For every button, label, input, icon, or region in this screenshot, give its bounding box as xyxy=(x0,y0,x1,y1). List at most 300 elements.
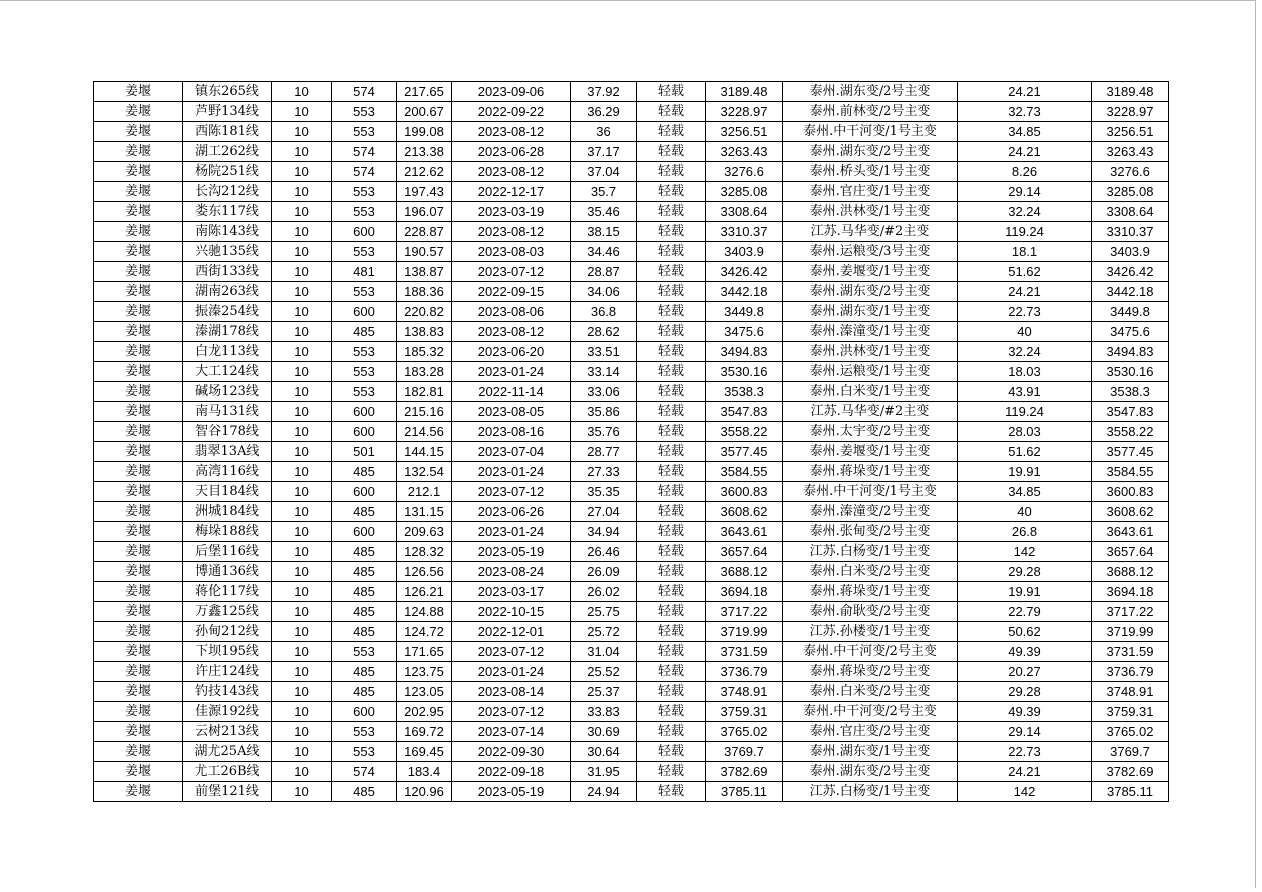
line-name-cell: 湖尤25A线 xyxy=(183,742,272,762)
date-cell: 2023-03-17 xyxy=(452,582,571,602)
total-value-cell: 3600.83 xyxy=(1092,482,1169,502)
load-cell: 197.43 xyxy=(397,182,452,202)
substation-cell: 泰州.白米变/2号主变 xyxy=(783,562,958,582)
load-status-cell: 轻载 xyxy=(637,642,706,662)
rated-capacity-cell: 600 xyxy=(332,222,397,242)
load-rate-cell: 35.46 xyxy=(571,202,637,222)
table-row xyxy=(94,502,1169,522)
date-cell: 2023-01-24 xyxy=(452,662,571,682)
load-status-cell: 轻载 xyxy=(637,482,706,502)
value-cell: 3643.61 xyxy=(706,522,783,542)
voltage-cell: 10 xyxy=(272,622,332,642)
total-value-cell: 3426.42 xyxy=(1092,262,1169,282)
rated-capacity-cell: 553 xyxy=(332,202,397,222)
load-rate-cell: 26.46 xyxy=(571,542,637,562)
value-cell: 3717.22 xyxy=(706,602,783,622)
table-row xyxy=(94,122,1169,142)
substation-cell: 泰州.湖东变/2号主变 xyxy=(783,762,958,782)
load-cell: 171.65 xyxy=(397,642,452,662)
substation-cell: 泰州.溱潼变/1号主变 xyxy=(783,322,958,342)
load-rate-cell: 36.8 xyxy=(571,302,637,322)
load-status-cell: 轻载 xyxy=(637,682,706,702)
rated-capacity-cell: 485 xyxy=(332,602,397,622)
voltage-cell: 10 xyxy=(272,202,332,222)
value-cell: 3558.22 xyxy=(706,422,783,442)
table-row xyxy=(94,482,1169,502)
line-name-cell: 白龙113线 xyxy=(183,342,272,362)
total-value-cell: 3608.62 xyxy=(1092,502,1169,522)
line-name-cell: 下坝195线 xyxy=(183,642,272,662)
table-row xyxy=(94,782,1169,802)
load-cell: 120.96 xyxy=(397,782,452,802)
substation-value-cell: 18.03 xyxy=(958,362,1092,382)
value-cell: 3538.3 xyxy=(706,382,783,402)
load-status-cell: 轻载 xyxy=(637,122,706,142)
substation-cell: 泰州.中干河变/1号主变 xyxy=(783,482,958,502)
line-name-cell: 孙甸212线 xyxy=(183,622,272,642)
county-cell: 姜堰 xyxy=(94,762,183,782)
line-name-cell: 南陈143线 xyxy=(183,222,272,242)
line-name-cell: 振溱254线 xyxy=(183,302,272,322)
load-cell: 228.87 xyxy=(397,222,452,242)
value-cell: 3719.99 xyxy=(706,622,783,642)
line-name-cell: 碱场123线 xyxy=(183,382,272,402)
date-cell: 2023-08-12 xyxy=(452,222,571,242)
county-cell: 姜堰 xyxy=(94,82,183,102)
load-rate-cell: 25.72 xyxy=(571,622,637,642)
voltage-cell: 10 xyxy=(272,342,332,362)
date-cell: 2023-08-12 xyxy=(452,162,571,182)
load-status-cell: 轻载 xyxy=(637,422,706,442)
substation-value-cell: 29.14 xyxy=(958,182,1092,202)
load-rate-cell: 25.75 xyxy=(571,602,637,622)
line-name-cell: 蒋伦117线 xyxy=(183,582,272,602)
load-rate-cell: 38.15 xyxy=(571,222,637,242)
table-row xyxy=(94,762,1169,782)
load-rate-cell: 35.76 xyxy=(571,422,637,442)
value-cell: 3530.16 xyxy=(706,362,783,382)
line-name-cell: 溱湖178线 xyxy=(183,322,272,342)
substation-cell: 泰州.溱潼变/2号主变 xyxy=(783,502,958,522)
line-name-cell: 杨院251线 xyxy=(183,162,272,182)
load-rate-cell: 30.69 xyxy=(571,722,637,742)
value-cell: 3189.48 xyxy=(706,82,783,102)
date-cell: 2023-07-12 xyxy=(452,482,571,502)
total-value-cell: 3782.69 xyxy=(1092,762,1169,782)
load-cell: 126.56 xyxy=(397,562,452,582)
voltage-cell: 10 xyxy=(272,602,332,622)
substation-cell: 泰州.湖东变/1号主变 xyxy=(783,742,958,762)
line-name-cell: 芦野134线 xyxy=(183,102,272,122)
rated-capacity-cell: 485 xyxy=(332,562,397,582)
table-row xyxy=(94,182,1169,202)
substation-value-cell: 32.73 xyxy=(958,102,1092,122)
date-cell: 2023-08-14 xyxy=(452,682,571,702)
voltage-cell: 10 xyxy=(272,582,332,602)
voltage-cell: 10 xyxy=(272,282,332,302)
load-cell: 217.65 xyxy=(397,82,452,102)
date-cell: 2023-08-05 xyxy=(452,402,571,422)
total-value-cell: 3688.12 xyxy=(1092,562,1169,582)
load-rate-cell: 31.04 xyxy=(571,642,637,662)
load-cell: 183.28 xyxy=(397,362,452,382)
line-name-cell: 湖南263线 xyxy=(183,282,272,302)
voltage-cell: 10 xyxy=(272,542,332,562)
rated-capacity-cell: 485 xyxy=(332,462,397,482)
line-name-cell: 大工124线 xyxy=(183,362,272,382)
date-cell: 2023-06-28 xyxy=(452,142,571,162)
voltage-cell: 10 xyxy=(272,182,332,202)
county-cell: 姜堰 xyxy=(94,402,183,422)
load-status-cell: 轻载 xyxy=(637,582,706,602)
load-cell: 212.62 xyxy=(397,162,452,182)
spreadsheet-page xyxy=(93,81,1169,802)
value-cell: 3657.64 xyxy=(706,542,783,562)
county-cell: 姜堰 xyxy=(94,702,183,722)
load-status-cell: 轻载 xyxy=(637,702,706,722)
line-name-cell: 钓技143线 xyxy=(183,682,272,702)
table-row xyxy=(94,102,1169,122)
substation-cell: 泰州.太宇变/2号主变 xyxy=(783,422,958,442)
substation-cell: 泰州.张甸变/2号主变 xyxy=(783,522,958,542)
load-cell: 220.82 xyxy=(397,302,452,322)
county-cell: 姜堰 xyxy=(94,722,183,742)
load-status-cell: 轻载 xyxy=(637,782,706,802)
substation-value-cell: 40 xyxy=(958,322,1092,342)
table-row xyxy=(94,682,1169,702)
date-cell: 2023-08-03 xyxy=(452,242,571,262)
load-rate-cell: 37.92 xyxy=(571,82,637,102)
load-cell: 182.81 xyxy=(397,382,452,402)
substation-value-cell: 34.85 xyxy=(958,482,1092,502)
line-name-cell: 南马131线 xyxy=(183,402,272,422)
load-cell: 188.36 xyxy=(397,282,452,302)
substation-cell: 泰州.官庄变/2号主变 xyxy=(783,722,958,742)
substation-value-cell: 29.28 xyxy=(958,682,1092,702)
substation-value-cell: 49.39 xyxy=(958,702,1092,722)
date-cell: 2022-11-14 xyxy=(452,382,571,402)
substation-value-cell: 24.21 xyxy=(958,282,1092,302)
substation-cell: 泰州.洪林变/1号主变 xyxy=(783,342,958,362)
total-value-cell: 3765.02 xyxy=(1092,722,1169,742)
load-status-cell: 轻载 xyxy=(637,82,706,102)
value-cell: 3736.79 xyxy=(706,662,783,682)
load-cell: 144.15 xyxy=(397,442,452,462)
total-value-cell: 3449.8 xyxy=(1092,302,1169,322)
load-cell: 199.08 xyxy=(397,122,452,142)
rated-capacity-cell: 481 xyxy=(332,262,397,282)
value-cell: 3276.6 xyxy=(706,162,783,182)
total-value-cell: 3731.59 xyxy=(1092,642,1169,662)
voltage-cell: 10 xyxy=(272,762,332,782)
voltage-cell: 10 xyxy=(272,122,332,142)
date-cell: 2022-10-15 xyxy=(452,602,571,622)
total-value-cell: 3769.7 xyxy=(1092,742,1169,762)
load-rate-cell: 26.02 xyxy=(571,582,637,602)
county-cell: 姜堰 xyxy=(94,342,183,362)
rated-capacity-cell: 600 xyxy=(332,422,397,442)
voltage-cell: 10 xyxy=(272,682,332,702)
rated-capacity-cell: 485 xyxy=(332,782,397,802)
substation-value-cell: 43.91 xyxy=(958,382,1092,402)
county-cell: 姜堰 xyxy=(94,242,183,262)
county-cell: 姜堰 xyxy=(94,122,183,142)
line-name-cell: 许庄124线 xyxy=(183,662,272,682)
substation-cell: 泰州.蒋垛变/1号主变 xyxy=(783,462,958,482)
rated-capacity-cell: 600 xyxy=(332,482,397,502)
total-value-cell: 3643.61 xyxy=(1092,522,1169,542)
voltage-cell: 10 xyxy=(272,442,332,462)
date-cell: 2022-12-17 xyxy=(452,182,571,202)
table-row xyxy=(94,622,1169,642)
substation-value-cell: 50.62 xyxy=(958,622,1092,642)
load-cell: 126.21 xyxy=(397,582,452,602)
voltage-cell: 10 xyxy=(272,702,332,722)
load-status-cell: 轻载 xyxy=(637,382,706,402)
county-cell: 姜堰 xyxy=(94,642,183,662)
table-row xyxy=(94,262,1169,282)
load-rate-cell: 34.06 xyxy=(571,282,637,302)
date-cell: 2023-07-12 xyxy=(452,702,571,722)
line-name-cell: 万鑫125线 xyxy=(183,602,272,622)
load-rate-cell: 35.86 xyxy=(571,402,637,422)
value-cell: 3494.83 xyxy=(706,342,783,362)
rated-capacity-cell: 553 xyxy=(332,722,397,742)
substation-cell: 泰州.蒋垛变/2号主变 xyxy=(783,662,958,682)
county-cell: 姜堰 xyxy=(94,222,183,242)
county-cell: 姜堰 xyxy=(94,662,183,682)
total-value-cell: 3530.16 xyxy=(1092,362,1169,382)
date-cell: 2023-06-20 xyxy=(452,342,571,362)
table-row xyxy=(94,642,1169,662)
table-row xyxy=(94,422,1169,442)
total-value-cell: 3717.22 xyxy=(1092,602,1169,622)
load-cell: 200.67 xyxy=(397,102,452,122)
load-status-cell: 轻载 xyxy=(637,302,706,322)
table-row xyxy=(94,382,1169,402)
load-rate-cell: 33.83 xyxy=(571,702,637,722)
table-row xyxy=(94,322,1169,342)
voltage-cell: 10 xyxy=(272,482,332,502)
total-value-cell: 3748.91 xyxy=(1092,682,1169,702)
table-row xyxy=(94,702,1169,722)
rated-capacity-cell: 485 xyxy=(332,662,397,682)
value-cell: 3285.08 xyxy=(706,182,783,202)
voltage-cell: 10 xyxy=(272,162,332,182)
load-cell: 131.15 xyxy=(397,502,452,522)
load-cell: 128.32 xyxy=(397,542,452,562)
substation-cell: 江苏.马华变/#2主变 xyxy=(783,222,958,242)
table-row xyxy=(94,582,1169,602)
table-row xyxy=(94,602,1169,622)
load-status-cell: 轻载 xyxy=(637,402,706,422)
rated-capacity-cell: 600 xyxy=(332,702,397,722)
load-status-cell: 轻载 xyxy=(637,102,706,122)
substation-value-cell: 40 xyxy=(958,502,1092,522)
load-rate-cell: 35.35 xyxy=(571,482,637,502)
rated-capacity-cell: 485 xyxy=(332,682,397,702)
load-cell: 138.87 xyxy=(397,262,452,282)
voltage-cell: 10 xyxy=(272,642,332,662)
substation-cell: 泰州.姜堰变/1号主变 xyxy=(783,442,958,462)
value-cell: 3688.12 xyxy=(706,562,783,582)
line-name-cell: 洲城184线 xyxy=(183,502,272,522)
load-status-cell: 轻载 xyxy=(637,502,706,522)
date-cell: 2023-07-04 xyxy=(452,442,571,462)
load-status-cell: 轻载 xyxy=(637,722,706,742)
substation-value-cell: 51.62 xyxy=(958,262,1092,282)
value-cell: 3769.7 xyxy=(706,742,783,762)
substation-cell: 泰州.白米变/1号主变 xyxy=(783,382,958,402)
county-cell: 姜堰 xyxy=(94,542,183,562)
voltage-cell: 10 xyxy=(272,82,332,102)
voltage-cell: 10 xyxy=(272,302,332,322)
date-cell: 2022-09-30 xyxy=(452,742,571,762)
rated-capacity-cell: 574 xyxy=(332,142,397,162)
load-cell: 124.72 xyxy=(397,622,452,642)
substation-value-cell: 22.73 xyxy=(958,302,1092,322)
load-rate-cell: 28.62 xyxy=(571,322,637,342)
date-cell: 2023-06-26 xyxy=(452,502,571,522)
table-row xyxy=(94,162,1169,182)
substation-cell: 泰州.蒋垛变/1号主变 xyxy=(783,582,958,602)
value-cell: 3608.62 xyxy=(706,502,783,522)
load-cell: 124.88 xyxy=(397,602,452,622)
date-cell: 2023-07-12 xyxy=(452,262,571,282)
load-status-cell: 轻载 xyxy=(637,522,706,542)
substation-cell: 泰州.俞耿变/2号主变 xyxy=(783,602,958,622)
substation-value-cell: 28.03 xyxy=(958,422,1092,442)
county-cell: 姜堰 xyxy=(94,602,183,622)
county-cell: 姜堰 xyxy=(94,502,183,522)
load-status-cell: 轻载 xyxy=(637,462,706,482)
load-cell: 209.63 xyxy=(397,522,452,542)
table-row xyxy=(94,282,1169,302)
line-name-cell: 前堡121线 xyxy=(183,782,272,802)
county-cell: 姜堰 xyxy=(94,322,183,342)
voltage-cell: 10 xyxy=(272,222,332,242)
load-status-cell: 轻载 xyxy=(637,602,706,622)
rated-capacity-cell: 553 xyxy=(332,642,397,662)
substation-cell: 泰州.前林变/2号主变 xyxy=(783,102,958,122)
date-cell: 2023-01-24 xyxy=(452,522,571,542)
substation-value-cell: 32.24 xyxy=(958,202,1092,222)
substation-cell: 江苏.白杨变/1号主变 xyxy=(783,782,958,802)
county-cell: 姜堰 xyxy=(94,362,183,382)
load-status-cell: 轻载 xyxy=(637,742,706,762)
value-cell: 3256.51 xyxy=(706,122,783,142)
line-name-cell: 博通136线 xyxy=(183,562,272,582)
rated-capacity-cell: 600 xyxy=(332,402,397,422)
voltage-cell: 10 xyxy=(272,242,332,262)
total-value-cell: 3584.55 xyxy=(1092,462,1169,482)
table-row xyxy=(94,462,1169,482)
table-body xyxy=(94,82,1169,802)
load-cell: 212.1 xyxy=(397,482,452,502)
line-name-cell: 长沟212线 xyxy=(183,182,272,202)
rated-capacity-cell: 600 xyxy=(332,302,397,322)
load-cell: 215.16 xyxy=(397,402,452,422)
line-name-cell: 后堡116线 xyxy=(183,542,272,562)
load-rate-cell: 33.14 xyxy=(571,362,637,382)
date-cell: 2022-09-18 xyxy=(452,762,571,782)
county-cell: 姜堰 xyxy=(94,282,183,302)
total-value-cell: 3228.97 xyxy=(1092,102,1169,122)
line-name-cell: 天目184线 xyxy=(183,482,272,502)
voltage-cell: 10 xyxy=(272,462,332,482)
total-value-cell: 3310.37 xyxy=(1092,222,1169,242)
county-cell: 姜堰 xyxy=(94,262,183,282)
load-rate-cell: 37.17 xyxy=(571,142,637,162)
table-row xyxy=(94,362,1169,382)
value-cell: 3694.18 xyxy=(706,582,783,602)
rated-capacity-cell: 553 xyxy=(332,282,397,302)
value-cell: 3782.69 xyxy=(706,762,783,782)
load-cell: 196.07 xyxy=(397,202,452,222)
total-value-cell: 3494.83 xyxy=(1092,342,1169,362)
line-name-cell: 娄东117线 xyxy=(183,202,272,222)
voltage-cell: 10 xyxy=(272,502,332,522)
voltage-cell: 10 xyxy=(272,522,332,542)
county-cell: 姜堰 xyxy=(94,162,183,182)
county-cell: 姜堰 xyxy=(94,582,183,602)
load-status-cell: 轻载 xyxy=(637,542,706,562)
voltage-cell: 10 xyxy=(272,782,332,802)
line-name-cell: 镇东265线 xyxy=(183,82,272,102)
substation-value-cell: 19.91 xyxy=(958,462,1092,482)
date-cell: 2023-03-19 xyxy=(452,202,571,222)
table-row xyxy=(94,722,1169,742)
load-status-cell: 轻载 xyxy=(637,662,706,682)
substation-cell: 泰州.湖东变/2号主变 xyxy=(783,142,958,162)
total-value-cell: 3189.48 xyxy=(1092,82,1169,102)
load-status-cell: 轻载 xyxy=(637,762,706,782)
county-cell: 姜堰 xyxy=(94,482,183,502)
load-cell: 138.83 xyxy=(397,322,452,342)
substation-value-cell: 19.91 xyxy=(958,582,1092,602)
load-status-cell: 轻载 xyxy=(637,322,706,342)
total-value-cell: 3719.99 xyxy=(1092,622,1169,642)
total-value-cell: 3558.22 xyxy=(1092,422,1169,442)
substation-cell: 江苏.孙楼变/1号主变 xyxy=(783,622,958,642)
value-cell: 3748.91 xyxy=(706,682,783,702)
date-cell: 2023-07-14 xyxy=(452,722,571,742)
county-cell: 姜堰 xyxy=(94,782,183,802)
total-value-cell: 3442.18 xyxy=(1092,282,1169,302)
load-status-cell: 轻载 xyxy=(637,222,706,242)
voltage-cell: 10 xyxy=(272,382,332,402)
value-cell: 3263.43 xyxy=(706,142,783,162)
load-status-cell: 轻载 xyxy=(637,282,706,302)
rated-capacity-cell: 485 xyxy=(332,542,397,562)
county-cell: 姜堰 xyxy=(94,442,183,462)
county-cell: 姜堰 xyxy=(94,462,183,482)
date-cell: 2023-01-24 xyxy=(452,462,571,482)
substation-cell: 泰州.洪林变/1号主变 xyxy=(783,202,958,222)
load-rate-cell: 25.52 xyxy=(571,662,637,682)
date-cell: 2022-09-15 xyxy=(452,282,571,302)
load-rate-cell: 27.04 xyxy=(571,502,637,522)
value-cell: 3426.42 xyxy=(706,262,783,282)
value-cell: 3600.83 xyxy=(706,482,783,502)
voltage-cell: 10 xyxy=(272,742,332,762)
table-row xyxy=(94,222,1169,242)
rated-capacity-cell: 553 xyxy=(332,382,397,402)
line-name-cell: 西街133线 xyxy=(183,262,272,282)
date-cell: 2022-12-01 xyxy=(452,622,571,642)
value-cell: 3759.31 xyxy=(706,702,783,722)
substation-value-cell: 24.21 xyxy=(958,142,1092,162)
